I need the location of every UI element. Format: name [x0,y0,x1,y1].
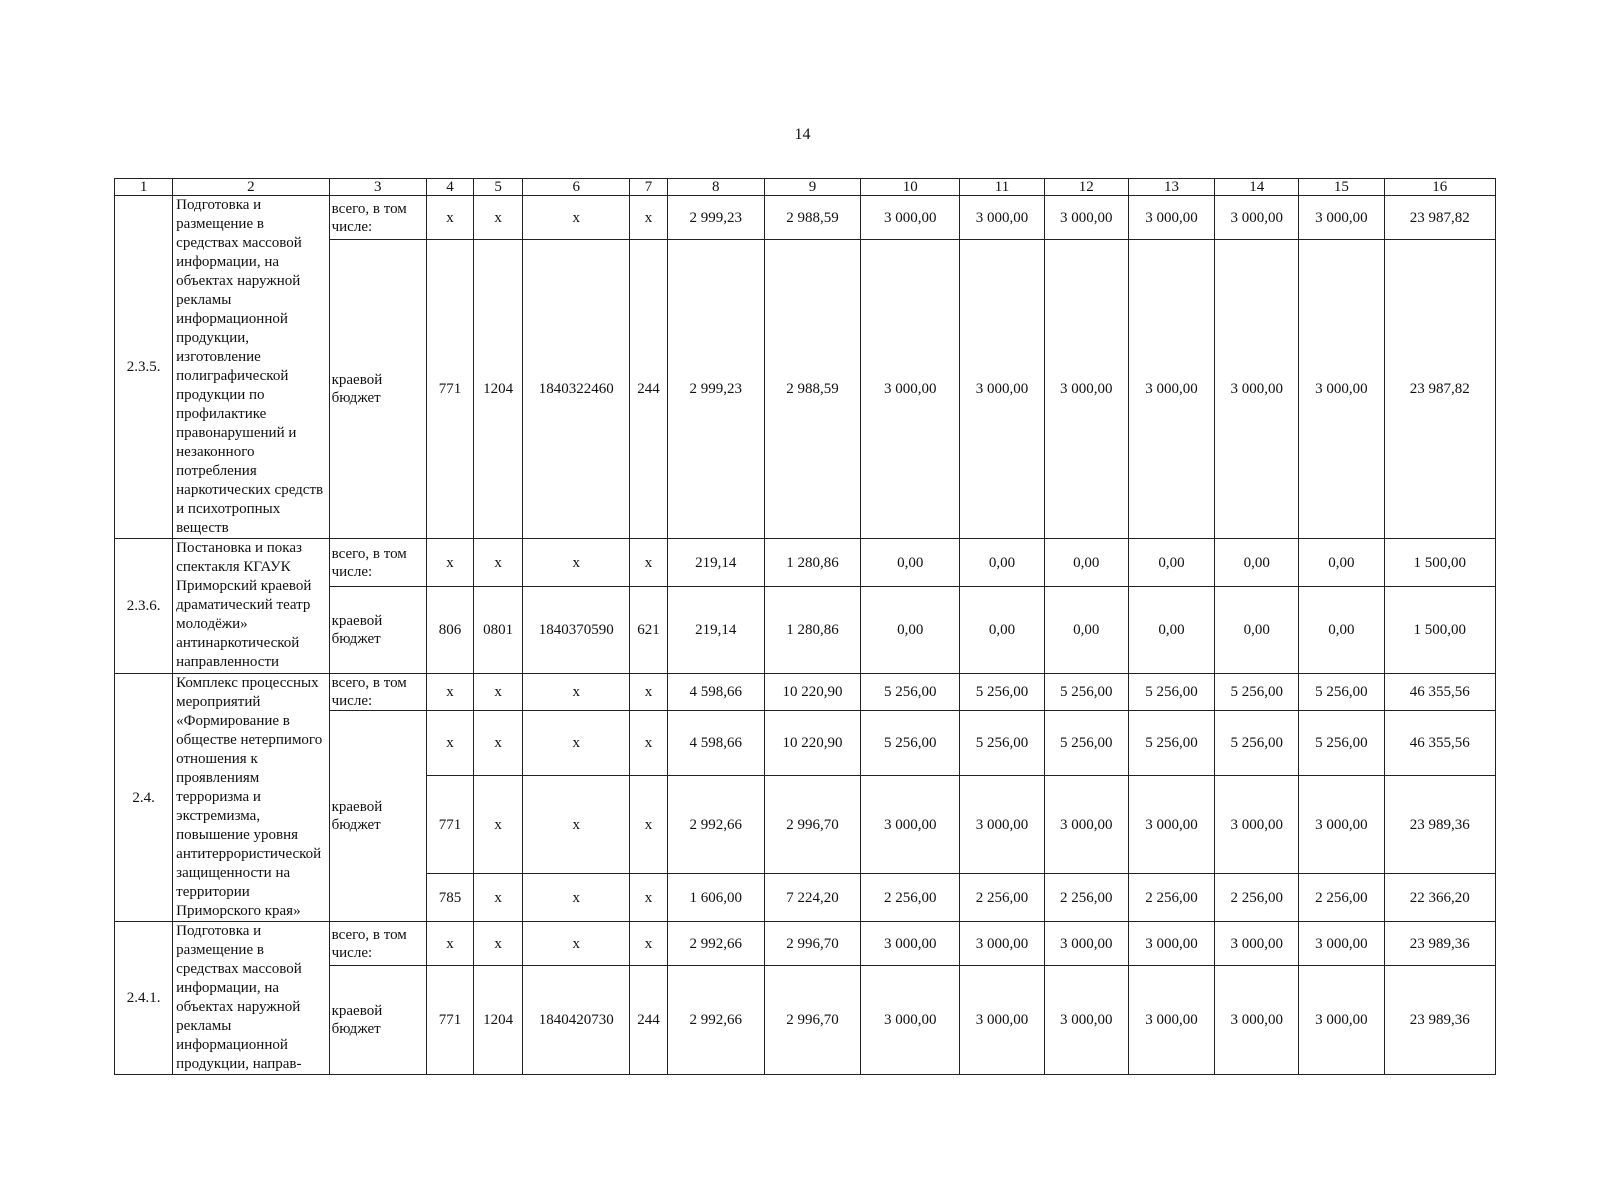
cell-c10: 0,00 [861,539,960,587]
header-cell: 12 [1044,179,1128,196]
cell-c14: 3 000,00 [1215,776,1299,874]
row-number: 2.3.6. [115,539,173,674]
cell-c10: 3 000,00 [861,966,960,1075]
cell-c15: 5 256,00 [1299,674,1384,711]
cell-c7: х [630,711,667,776]
cell-c13: 3 000,00 [1128,196,1214,240]
cell-c6: х [523,776,630,874]
cell-c6: х [523,674,630,711]
cell-c6: х [523,922,630,966]
cell-c10: 3 000,00 [861,240,960,539]
header-cell: 16 [1384,179,1495,196]
table-row [115,196,1496,240]
cell-c8: 2 992,66 [667,776,764,874]
row-number: 2.4.1. [115,922,173,1075]
cell-c9: 2 988,59 [764,196,860,240]
cell-c12: 3 000,00 [1044,966,1128,1075]
cell-c4: 771 [426,966,473,1075]
cell-c11: 3 000,00 [960,966,1044,1075]
cell-c8: 2 992,66 [667,966,764,1075]
cell-c16: 1 500,00 [1384,539,1495,587]
table-row [115,539,1496,587]
cell-c15: 5 256,00 [1299,711,1384,776]
header-cell: 11 [960,179,1044,196]
funding-source: всего, в том числе: [329,922,426,966]
cell-c16: 23 987,82 [1384,240,1495,539]
cell-c5: х [474,674,523,711]
cell-c15: 3 000,00 [1299,966,1384,1075]
cell-c8: 219,14 [667,587,764,674]
cell-c8: 2 999,23 [667,240,764,539]
cell-c4: 785 [426,874,473,922]
cell-c7: 621 [630,587,667,674]
funding-source: краевой бюджет [329,711,426,922]
header-cell: 10 [861,179,960,196]
cell-c13: 2 256,00 [1128,874,1214,922]
cell-c7: х [630,874,667,922]
cell-c9: 1 280,86 [764,587,860,674]
cell-c15: 3 000,00 [1299,196,1384,240]
cell-c8: 219,14 [667,539,764,587]
cell-c5: х [474,711,523,776]
cell-c4: 771 [426,776,473,874]
header-row [115,179,1496,196]
cell-c4: х [426,674,473,711]
page-number: 14 [794,126,811,143]
header-cell: 2 [173,179,329,196]
cell-c9: 10 220,90 [764,674,860,711]
cell-c4: 806 [426,587,473,674]
header-cell: 7 [630,179,667,196]
cell-c14: 3 000,00 [1215,966,1299,1075]
cell-c15: 3 000,00 [1299,922,1384,966]
cell-c7: х [630,776,667,874]
cell-c10: 0,00 [861,587,960,674]
cell-c13: 3 000,00 [1128,922,1214,966]
cell-c7: 244 [630,966,667,1075]
cell-c10: 5 256,00 [861,674,960,711]
cell-c10: 2 256,00 [861,874,960,922]
cell-c13: 5 256,00 [1128,711,1214,776]
cell-c9: 2 996,70 [764,922,860,966]
cell-c15: 0,00 [1299,587,1384,674]
cell-c7: х [630,922,667,966]
cell-c11: 3 000,00 [960,240,1044,539]
cell-c5: 1204 [474,240,523,539]
cell-c11: 3 000,00 [960,776,1044,874]
funding-source: всего, в том числе: [329,674,426,711]
cell-c14: 3 000,00 [1215,922,1299,966]
header-cell: 15 [1299,179,1384,196]
cell-c10: 5 256,00 [861,711,960,776]
cell-c14: 5 256,00 [1215,674,1299,711]
cell-c7: х [630,539,667,587]
cell-c15: 3 000,00 [1299,776,1384,874]
cell-c10: 3 000,00 [861,196,960,240]
cell-c8: 1 606,00 [667,874,764,922]
cell-c4: х [426,196,473,240]
cell-c13: 0,00 [1128,587,1214,674]
header-cell: 3 [329,179,426,196]
cell-c13: 0,00 [1128,539,1214,587]
cell-c7: х [630,196,667,240]
funding-source: всего, в том числе: [329,196,426,240]
cell-c5: х [474,776,523,874]
measure-name: Подготовка и размещение в средствах массовой информации, на объектах наружной рекламы информационной продукции, изготовление полиграфической продукции по профилактике правонарушений и незаконного потребления наркотических средств и психотропных веществ [173,196,329,539]
cell-c6: х [523,711,630,776]
row-number: 2.4. [115,674,173,922]
cell-c13: 3 000,00 [1128,240,1214,539]
cell-c5: 1204 [474,966,523,1075]
cell-c15: 3 000,00 [1299,240,1384,539]
cell-c7: 244 [630,240,667,539]
cell-c9: 2 996,70 [764,776,860,874]
cell-c12: 3 000,00 [1044,776,1128,874]
cell-c14: 3 000,00 [1215,196,1299,240]
table-row [115,922,1496,966]
cell-c10: 3 000,00 [861,922,960,966]
header-cell: 1 [115,179,173,196]
funding-source: всего, в том числе: [329,539,426,587]
cell-c5: х [474,922,523,966]
funding-source: краевой бюджет [329,966,426,1075]
cell-c15: 2 256,00 [1299,874,1384,922]
header-cell: 4 [426,179,473,196]
cell-c9: 2 988,59 [764,240,860,539]
cell-c16: 23 987,82 [1384,196,1495,240]
cell-c4: 771 [426,240,473,539]
cell-c5: х [474,874,523,922]
row-number: 2.3.5. [115,196,173,539]
cell-c4: х [426,539,473,587]
cell-c16: 46 355,56 [1384,674,1495,711]
cell-c5: х [474,196,523,240]
header-cell: 9 [764,179,860,196]
cell-c4: х [426,711,473,776]
cell-c12: 2 256,00 [1044,874,1128,922]
cell-c9: 7 224,20 [764,874,860,922]
cell-c8: 2 992,66 [667,922,764,966]
cell-c14: 3 000,00 [1215,240,1299,539]
cell-c16: 23 989,36 [1384,922,1495,966]
cell-c13: 5 256,00 [1128,674,1214,711]
cell-c13: 3 000,00 [1128,776,1214,874]
cell-c5: 0801 [474,587,523,674]
cell-c16: 46 355,56 [1384,711,1495,776]
cell-c11: 3 000,00 [960,196,1044,240]
funding-source: краевой бюджет [329,240,426,539]
cell-c6: х [523,196,630,240]
cell-c9: 1 280,86 [764,539,860,587]
cell-c15: 0,00 [1299,539,1384,587]
measure-name: Комплекс процессных мероприятий «Формирование в обществе нетерпимого отношения к проявлениям терроризма и экстремизма, повышение уровня антитеррористической защищенности на территории Приморского края» [173,674,329,922]
cell-c11: 5 256,00 [960,711,1044,776]
header-cell: 6 [523,179,630,196]
cell-c16: 23 989,36 [1384,776,1495,874]
cell-c6: 1840370590 [523,587,630,674]
cell-c11: 0,00 [960,587,1044,674]
cell-c5: х [474,539,523,587]
cell-c16: 1 500,00 [1384,587,1495,674]
cell-c8: 4 598,66 [667,711,764,776]
cell-c12: 0,00 [1044,539,1128,587]
cell-c12: 3 000,00 [1044,240,1128,539]
cell-c11: 5 256,00 [960,674,1044,711]
cell-c6: 1840322460 [523,240,630,539]
table-row [115,674,1496,711]
cell-c12: 5 256,00 [1044,674,1128,711]
cell-c11: 0,00 [960,539,1044,587]
header-cell: 5 [474,179,523,196]
cell-c12: 3 000,00 [1044,922,1128,966]
cell-c7: х [630,674,667,711]
cell-c8: 2 999,23 [667,196,764,240]
cell-c14: 2 256,00 [1215,874,1299,922]
cell-c8: 4 598,66 [667,674,764,711]
cell-c12: 5 256,00 [1044,711,1128,776]
cell-c16: 22 366,20 [1384,874,1495,922]
cell-c12: 0,00 [1044,587,1128,674]
cell-c10: 3 000,00 [861,776,960,874]
header-cell: 8 [667,179,764,196]
cell-c11: 3 000,00 [960,922,1044,966]
cell-c12: 3 000,00 [1044,196,1128,240]
cell-c6: х [523,539,630,587]
cell-c9: 2 996,70 [764,966,860,1075]
cell-c16: 23 989,36 [1384,966,1495,1075]
cell-c14: 0,00 [1215,587,1299,674]
cell-c14: 5 256,00 [1215,711,1299,776]
cell-c4: х [426,922,473,966]
cell-c6: 1840420730 [523,966,630,1075]
cell-c11: 2 256,00 [960,874,1044,922]
cell-c14: 0,00 [1215,539,1299,587]
measure-name: Постановка и показ спектакля КГАУК Приморский краевой драматический театр молодёжи» антинаркотической направленности [173,539,329,674]
cell-c6: х [523,874,630,922]
header-cell: 14 [1215,179,1299,196]
measure-name: Подготовка и размещение в средствах массовой информации, на объектах наружной рекламы информационной продукции, направ- [173,922,329,1075]
budget-table [114,178,1496,1075]
header-cell: 13 [1128,179,1214,196]
funding-source: краевой бюджет [329,587,426,674]
cell-c13: 3 000,00 [1128,966,1214,1075]
cell-c9: 10 220,90 [764,711,860,776]
